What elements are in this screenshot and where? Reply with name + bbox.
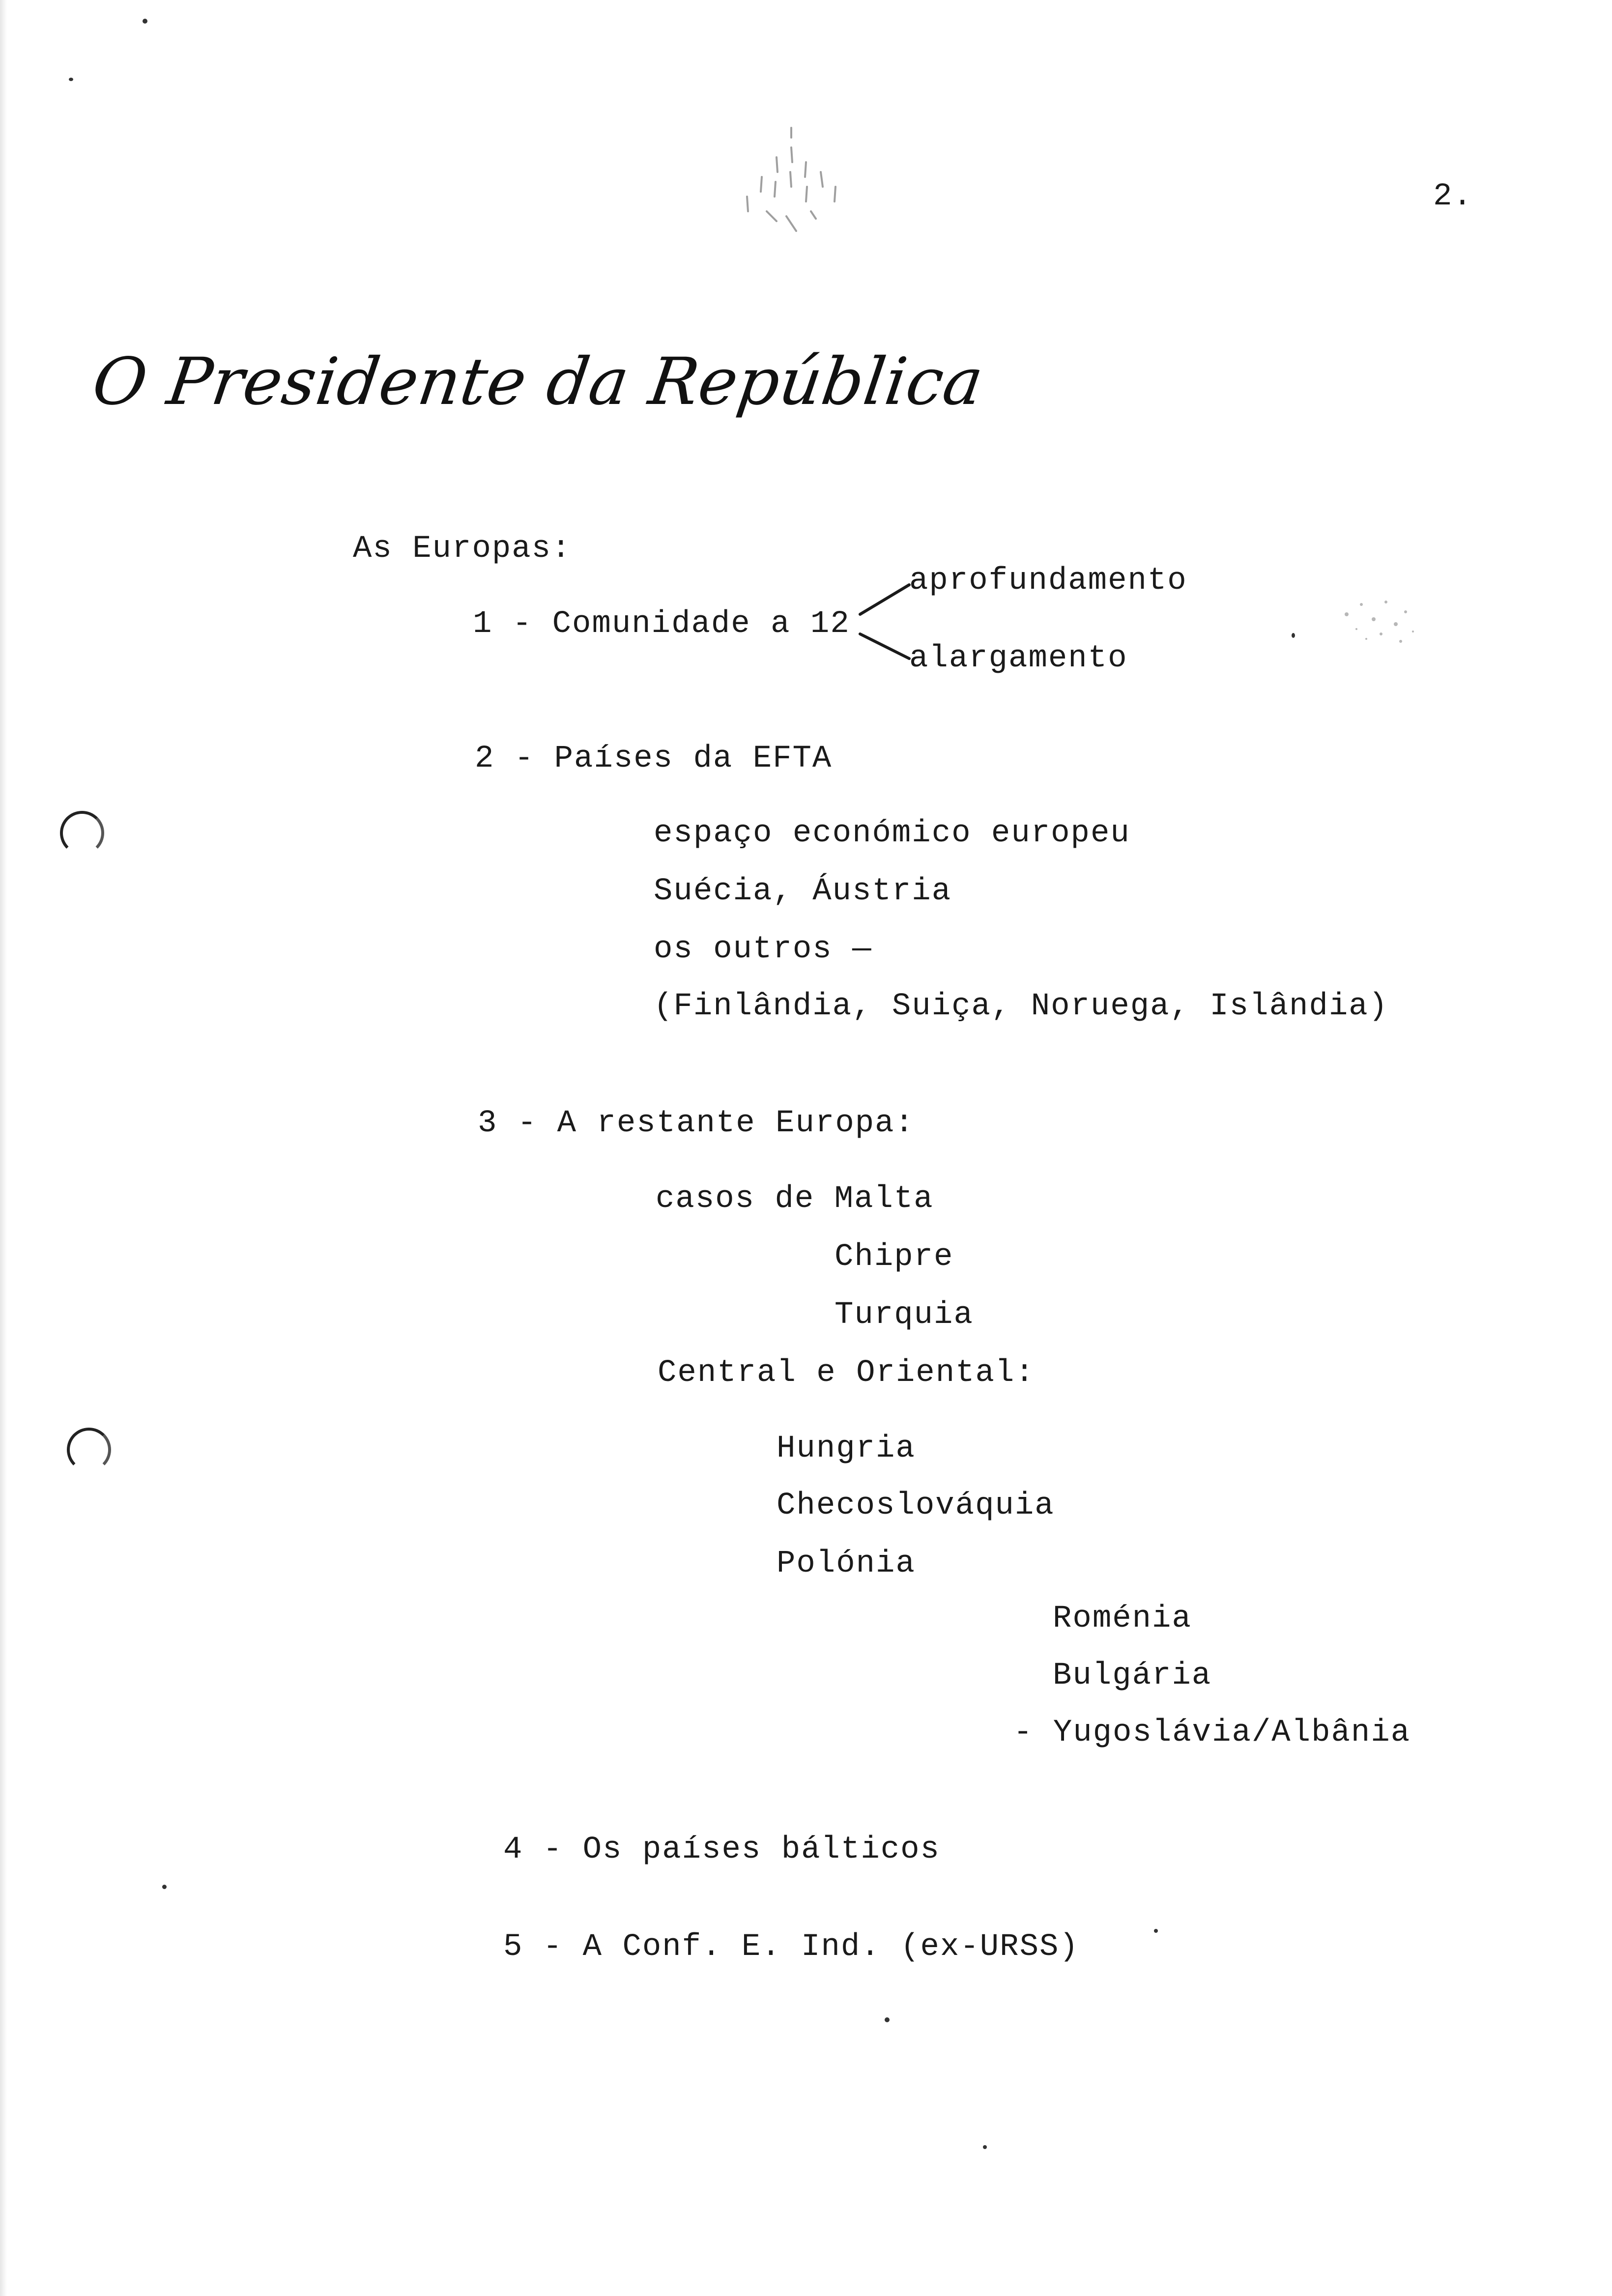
branch-alargamento: alargamento [909, 641, 1128, 676]
ink-speck [162, 1885, 167, 1889]
central-oriental-label: Central e Oriental: [658, 1355, 1035, 1391]
efta-item: os outros — [654, 932, 872, 967]
malta-group-item: Chipre [835, 1239, 954, 1275]
section-1-label: 1 - Comunidade a 12 [473, 606, 850, 642]
page-edge-shadow [0, 0, 7, 2296]
central-country: Hungria [777, 1431, 916, 1466]
section-2-label: 2 - Países da EFTA [475, 741, 833, 776]
punch-hole-top [60, 811, 104, 855]
section-3-label: 3 - A restante Europa: [478, 1106, 915, 1141]
central-country: Polónia [777, 1546, 916, 1581]
efta-item: (Finlândia, Suiça, Noruega, Islândia) [654, 989, 1389, 1024]
efta-item: Suécia, Áustria [654, 874, 952, 909]
heading-as-europas: As Europas: [353, 531, 572, 567]
letterhead-script-title: O Presidente da República [88, 344, 988, 420]
faint-ink-smudge [1327, 585, 1435, 659]
malta-group-item: Turquia [835, 1297, 974, 1333]
section-4-label: 4 - Os países bálticos [503, 1832, 940, 1867]
malta-line: casos de Malta [656, 1181, 934, 1217]
ink-speck [1292, 633, 1295, 638]
eastern-country: Bulgária [1053, 1658, 1212, 1693]
ink-speck [885, 2017, 890, 2022]
efta-item: espaço económico europeu [654, 816, 1130, 851]
eastern-country: Roménia [1053, 1601, 1192, 1636]
eastern-country: - Yugoslávia/Albânia [1013, 1715, 1411, 1751]
branch-aprofundamento: aprofundamento [909, 563, 1187, 599]
central-country: Checoslováquia [777, 1488, 1055, 1523]
ink-speck [69, 78, 73, 81]
punch-hole-bottom [67, 1428, 111, 1472]
faint-stamp-mark [718, 118, 865, 251]
section-5-label: 5 - A Conf. E. Ind. (ex-URSS) [503, 1929, 1079, 1965]
ink-speck [143, 19, 147, 24]
page-number: 2. [1433, 179, 1473, 214]
branch-lines [855, 575, 914, 673]
ink-speck [983, 2145, 987, 2149]
ink-speck [1154, 1929, 1158, 1933]
